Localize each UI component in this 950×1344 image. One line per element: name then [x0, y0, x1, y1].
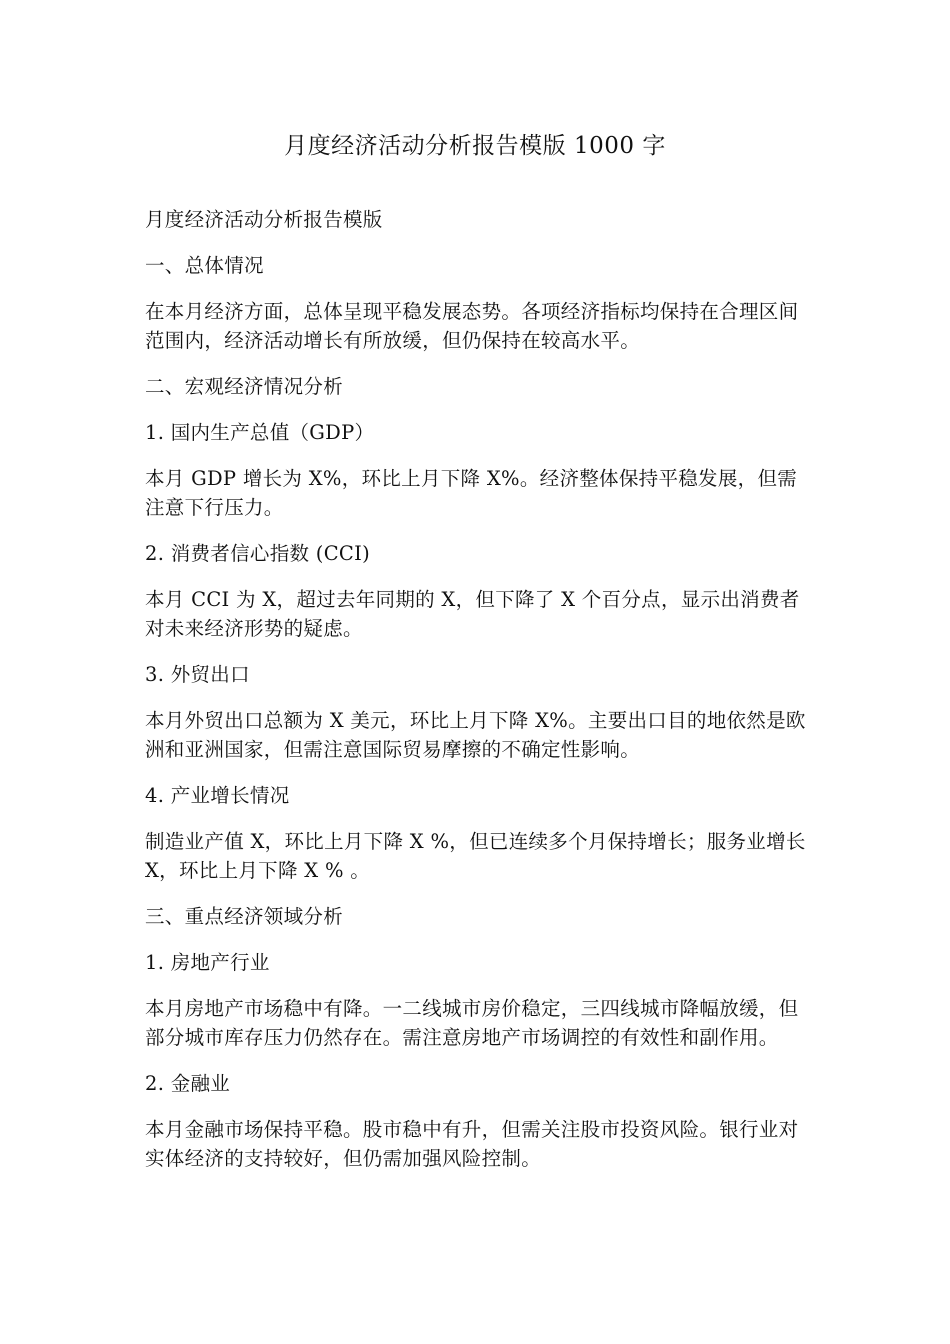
document-title: 月度经济活动分析报告模版 1000 字: [284, 133, 666, 159]
document-body: [145, 205, 810, 1190]
paragraph-finance: 本月金融市场保持平稳。股市稳中有升，但需关注股市投资风险。银行业对实体经济的支持较好，但仍需加强风险控制。: [145, 1118, 799, 1170]
subheading-export: 3. 外贸出口: [145, 663, 250, 686]
paragraph-real-estate: 本月房地产市场稳中有降。一二线城市房价稳定，三四线城市降幅放缓，但部分城市库存压力仍然存在。需注意房地产市场调控的有效性和副作用。: [145, 997, 799, 1049]
subheading-real-estate: 1. 房地产行业: [145, 951, 270, 974]
subheading-cci: 2. 消费者信心指数 (CCI): [145, 542, 371, 565]
subheading-finance: 2. 金融业: [145, 1072, 231, 1095]
paragraph-gdp: 本月 GDP 增长为 X%，环比上月下降 X%。经济整体保持平稳发展，但需注意下行压力。: [145, 467, 798, 519]
subheading-gdp: 1. 国内生产总值（GDP）: [145, 421, 375, 444]
subheading-industry: 4. 产业增长情况: [145, 784, 290, 807]
paragraph-industry: 制造业产值 X，环比上月下降 X %，但已连续多个月保持增长；服务业增长 X，环比上月下降 X % 。: [145, 830, 806, 882]
section-heading-key-areas: 三、重点经济领域分析: [145, 905, 344, 928]
paragraph-overall: 在本月经济方面，总体呈现平稳发展态势。各项经济指标均保持在合理区间范围内，经济活动增长有所放缓，但仍保持在较高水平。: [145, 300, 799, 352]
paragraph-export: 本月外贸出口总额为 X 美元，环比上月下降 X%。主要出口目的地依然是欧洲和亚洲国家，但需注意国际贸易摩擦的不确定性影响。: [145, 709, 806, 761]
section-heading-macro: 二、宏观经济情况分析: [145, 375, 344, 398]
paragraph-cci: 本月 CCI 为 X，超过去年同期的 X，但下降了 X 个百分点，显示出消费者对未来经济形势的疑虑。: [145, 588, 800, 640]
subtitle: 月度经济活动分析报告模版: [145, 208, 383, 231]
section-heading-overall: 一、总体情况: [145, 254, 264, 277]
